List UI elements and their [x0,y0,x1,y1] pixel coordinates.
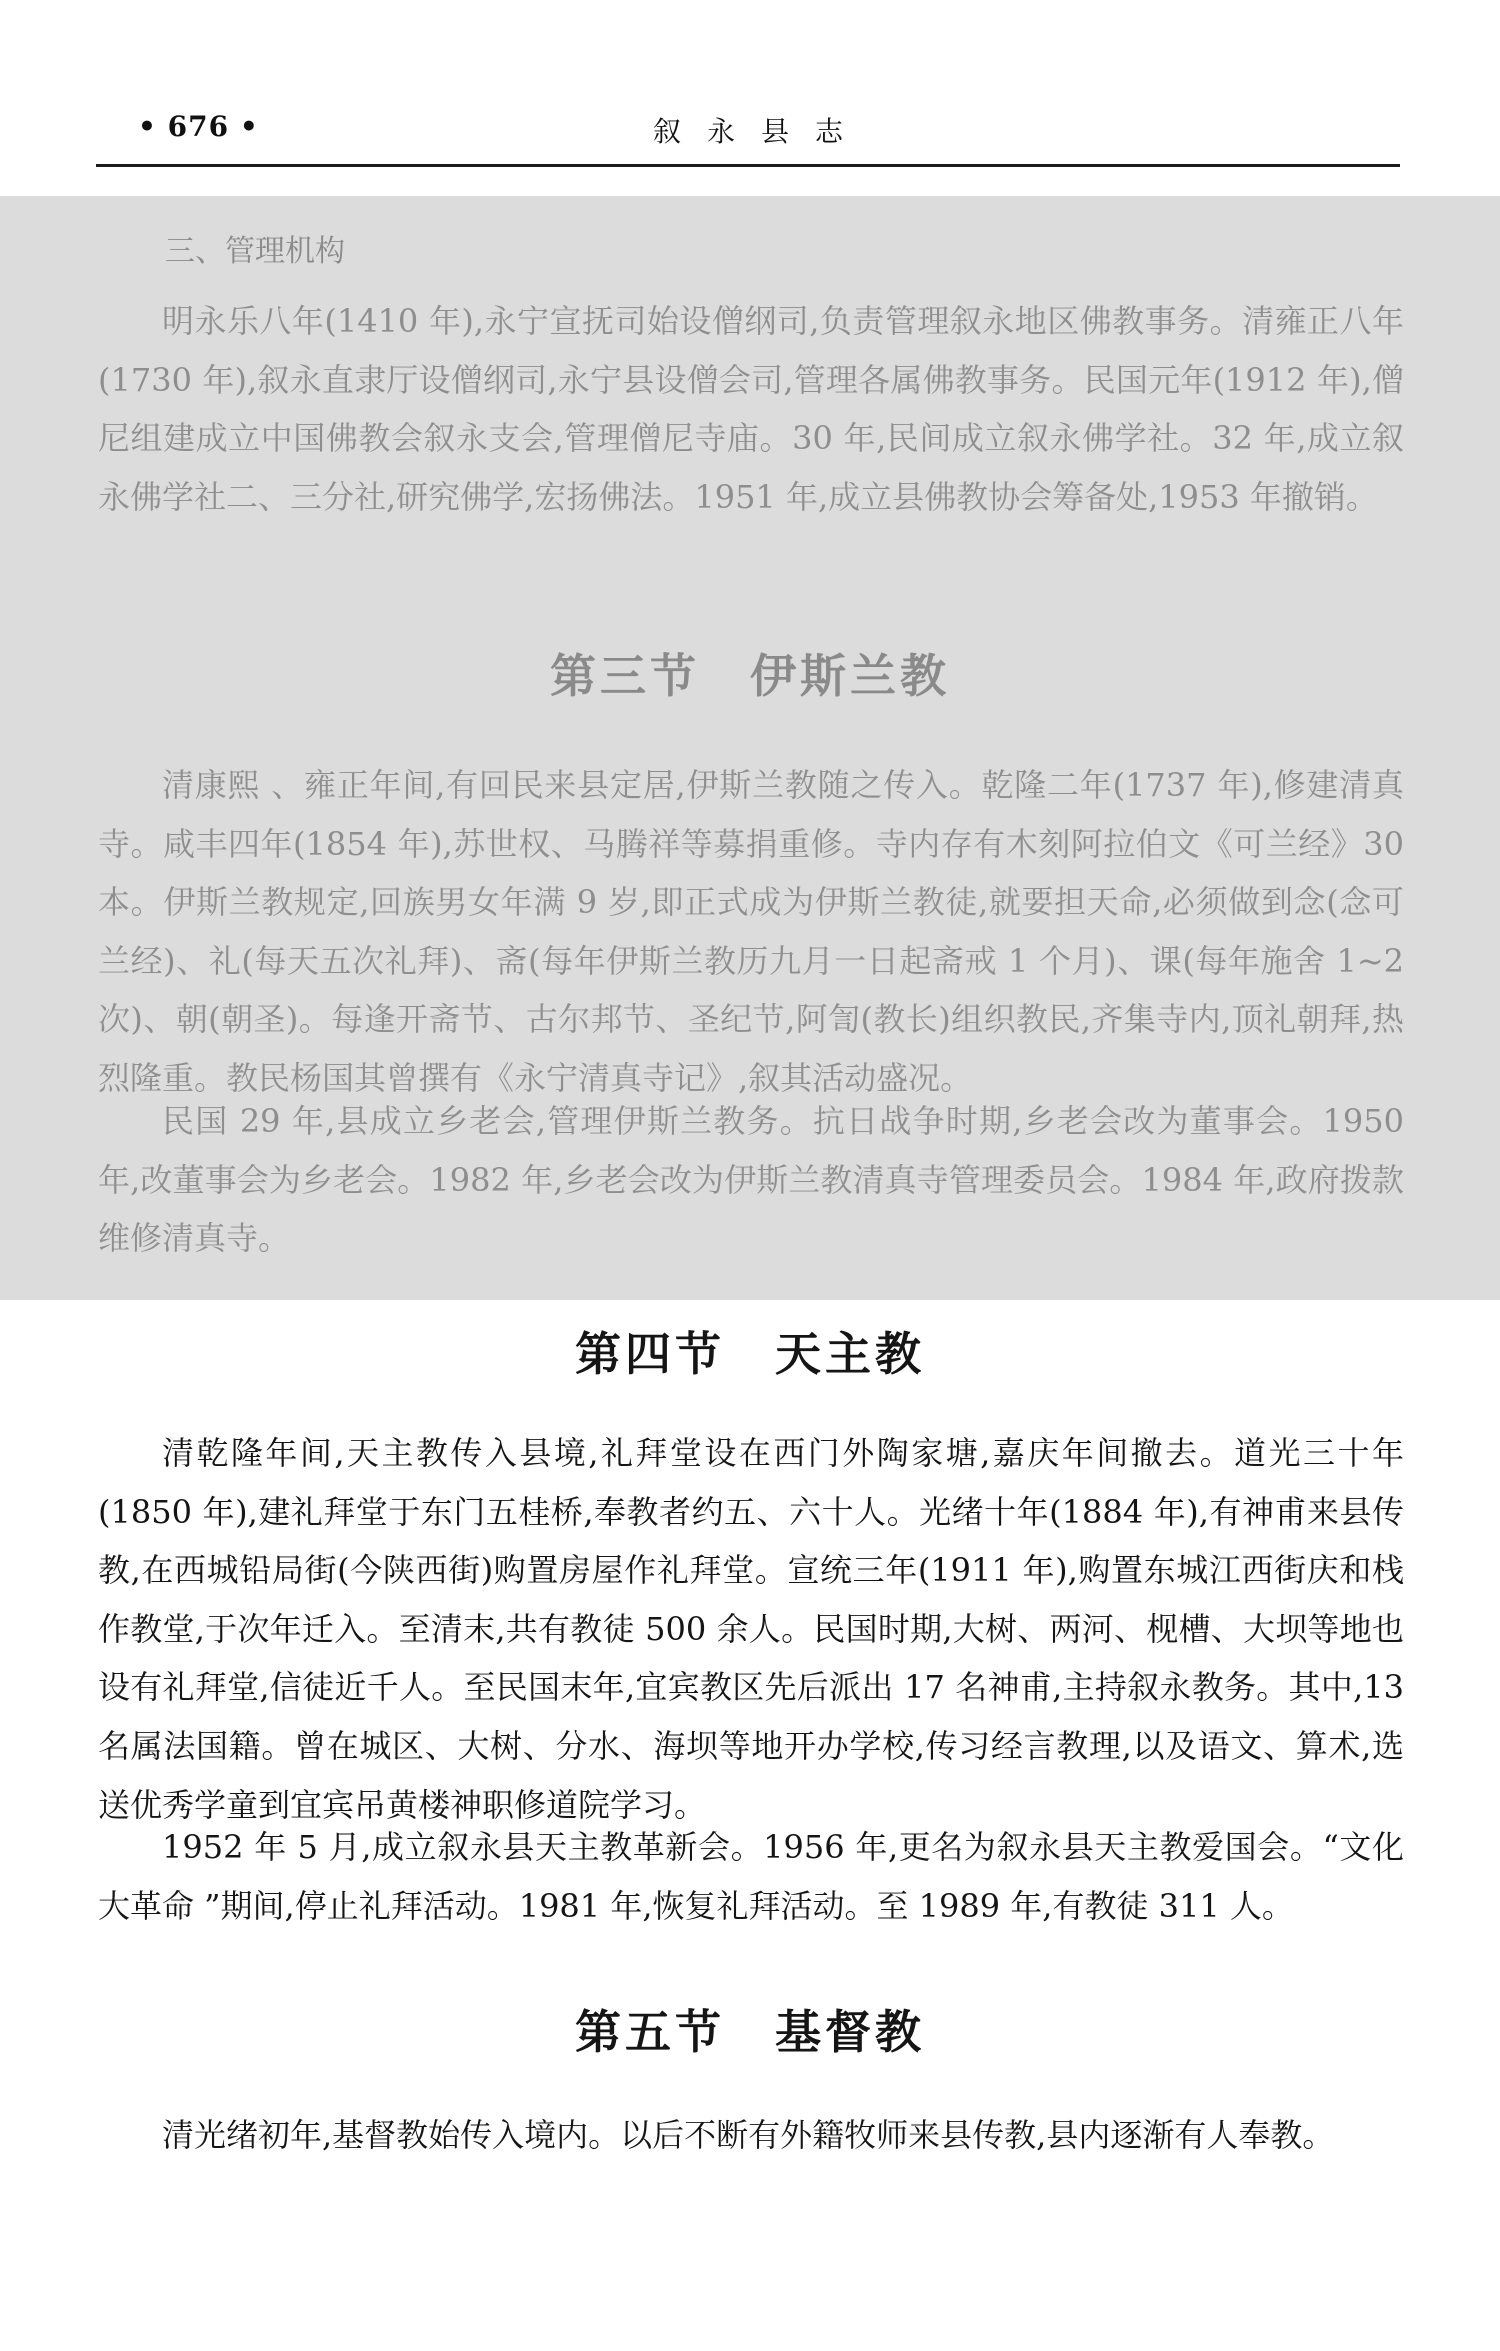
section-5-title: 第五节 基督教 [575,2005,925,2059]
page-number: • 676 • [138,110,259,143]
management-heading: 三、管理机构 [165,234,345,269]
section-3-title: 第三节 伊斯兰教 [550,649,950,703]
section-4-paragraph-1: 清乾隆年间,天主教传入县境,礼拜堂设在西门外陶家塘,嘉庆年间撤去。道光三十年(1850 年),建礼拜堂于东门五桂桥,奉教者约五、六十人。光绪十年(1884 年),有神甫来县传教,在西城铅局街(今陕西街)购置房屋作礼拜堂。宣统三年(1911 年),购置东城江西街庆和栈作教堂,于次年迁入。至清末,共有教徒 500 余人。民国时期,大树、两河、枧槽、大坝等地也设有礼拜堂,信徒近千人。至民国末年,宜宾教区先后派出 17 名神甫,主持叙永教务。其中,13 名属法国籍。曾在城区、大树、分水、海坝等地开办学校,传习经言教理,以及语文、算术,选送优秀学童到宜宾吊黄楼神职修道院学习。 [98,1434,1404,1824]
book-title: 叙永县志 [652,115,869,148]
section-3-paragraph-2: 民国 29 年,县成立乡老会,管理伊斯兰教务。抗日战争时期,乡老会改为董事会。1950 年,改董事会为乡老会。1982 年,乡老会改为伊斯兰教清真寺管理委员会。1984 年,政府拨款维修清真寺。 [98,1102,1404,1258]
section-4-paragraph-2: 1952 年 5 月,成立叙永县天主教革新会。1956 年,更名为叙永县天主教爱国会。“文化大革命 ”期间,停止礼拜活动。1981 年,恢复礼拜活动。至 1989 年,有教徒 311 人。 [98,1828,1404,1925]
management-paragraph: 明永乐八年(1410 年),永宁宣抚司始设僧纲司,负责管理叙永地区佛教事务。清雍正八年(1730 年),叙永直隶厅设僧纲司,永宁县设僧会司,管理各属佛教事务。民国元年(1912 年),僧尼组建成立中国佛教会叙永支会,管理僧尼寺庙。30 年,民间成立叙永佛学社。32 年,成立叙永佛学社二、三分社,研究佛学,宏扬佛法。1951 年,成立县佛教协会筹备处,1953 年撤销。 [98,302,1404,516]
section-4-title: 第四节 天主教 [575,1327,925,1381]
section-5-paragraph-1: 清光绪初年,基督教始传入境内。以后不断有外籍牧师来县传教,县内逐渐有人奉教。 [162,2116,1335,2154]
page-header [96,110,1400,167]
section-3-paragraph-1: 清康熙 、雍正年间,有回民来县定居,伊斯兰教随之传入。乾隆二年(1737 年),修建清真寺。咸丰四年(1854 年),苏世权、马腾祥等募捐重修。寺内存有木刻阿拉伯文《可兰经》30 本。伊斯兰教规定,回族男女年满 9 岁,即正式成为伊斯兰教徒,就要担天命,必须做到念(念可兰经)、礼(每天五次礼拜)、斋(每年伊斯兰教历九月一日起斋戒 1 个月)、课(每年施舍 1~2 次)、朝(朝圣)。每逢开斋节、古尔邦节、圣纪节,阿訇(教长)组织教民,齐集寺内,顶礼朝拜,热烈隆重。教民杨国其曾撰有《永宁清真寺记》,叙其活动盛况。 [98,766,1404,1097]
